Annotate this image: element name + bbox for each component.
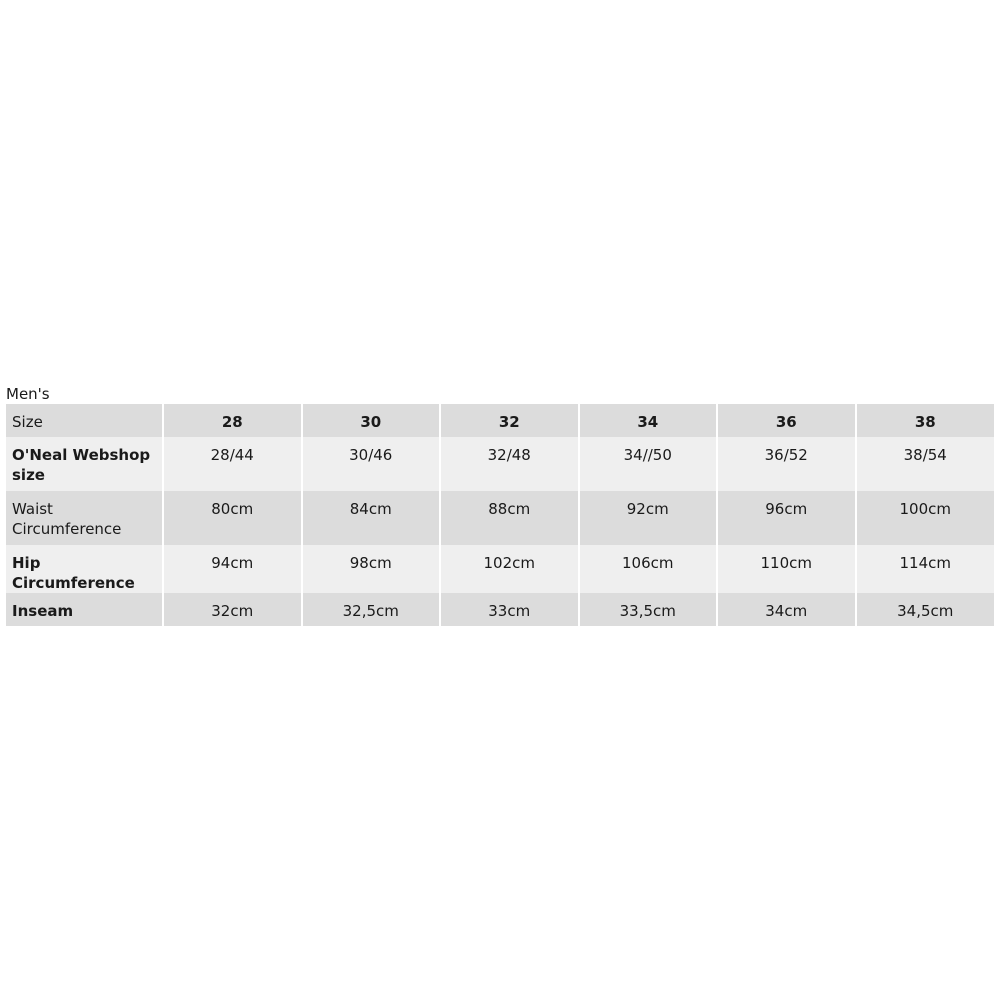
table-cell: 34,5cm [856, 593, 995, 626]
row-label: Inseam [6, 593, 163, 626]
size-header-cell: 36 [717, 404, 856, 437]
size-header-cell: 32 [440, 404, 579, 437]
table-cell: 98cm [302, 545, 441, 593]
table-cell: 84cm [302, 491, 441, 545]
table-cell: 114cm [856, 545, 995, 593]
row-label: O'Neal Webshop size [6, 437, 163, 491]
table-cell: 80cm [163, 491, 302, 545]
table-cell: 30/46 [302, 437, 441, 491]
size-chart-table [6, 404, 994, 626]
table-cell: 92cm [579, 491, 718, 545]
row-label: Hip Circumference [6, 545, 163, 593]
table-cell: 33,5cm [579, 593, 718, 626]
row-label: Waist Circumference [6, 491, 163, 545]
size-header-cell: 34 [579, 404, 718, 437]
table-cell: 102cm [440, 545, 579, 593]
table-cell: 100cm [856, 491, 995, 545]
table-caption: Men's [6, 385, 50, 403]
table-row-inseam [6, 593, 994, 626]
table-cell: 34//50 [579, 437, 718, 491]
table-cell: 32/48 [440, 437, 579, 491]
table-cell: 88cm [440, 491, 579, 545]
table-cell: 38/54 [856, 437, 995, 491]
table-row-webshop-size [6, 437, 994, 491]
size-header-cell: 28 [163, 404, 302, 437]
table-cell: 28/44 [163, 437, 302, 491]
table-cell: 110cm [717, 545, 856, 593]
table-row-waist [6, 491, 994, 545]
table-cell: 33cm [440, 593, 579, 626]
table-row-hip [6, 545, 994, 593]
size-header-cell: 30 [302, 404, 441, 437]
table-cell: 32,5cm [302, 593, 441, 626]
table-cell: 94cm [163, 545, 302, 593]
table-cell: 36/52 [717, 437, 856, 491]
size-header-cell: 38 [856, 404, 995, 437]
header-label: Size [6, 404, 163, 437]
table-cell: 106cm [579, 545, 718, 593]
table-header-row [6, 404, 994, 437]
table-cell: 32cm [163, 593, 302, 626]
table-cell: 96cm [717, 491, 856, 545]
table-cell: 34cm [717, 593, 856, 626]
